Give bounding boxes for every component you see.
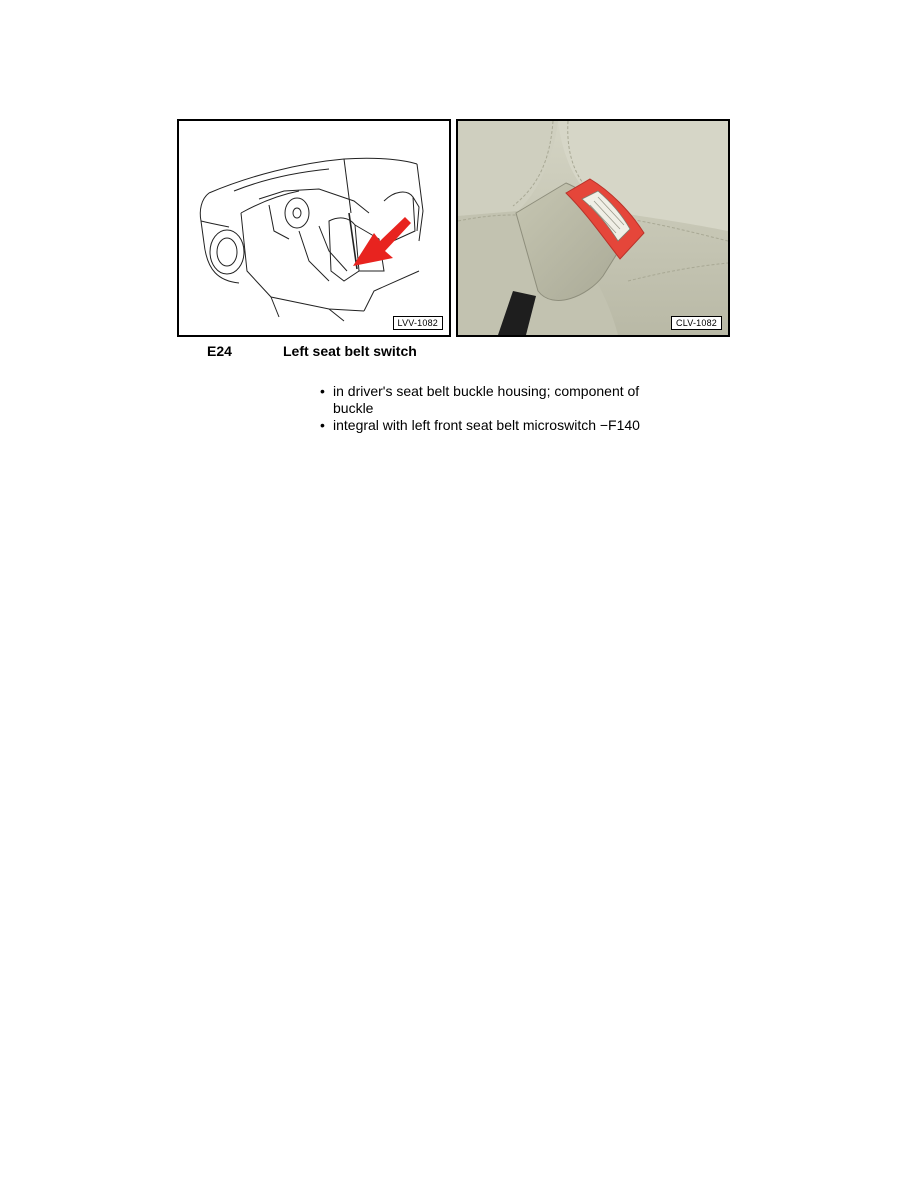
buckle-illustration [458, 121, 728, 335]
red-arrow-icon [353, 217, 411, 266]
list-item: • integral with left front seat belt microswitch −F140 [320, 417, 680, 434]
location-notes-list [320, 383, 680, 434]
car-line-drawing [179, 121, 449, 335]
component-code: E24 [207, 343, 232, 359]
seat-belt-buckle-photo [456, 119, 730, 337]
figure-label-left: LVV-1082 [393, 316, 443, 330]
car-interior-diagram [177, 119, 451, 337]
list-item: • in driver's seat belt buckle housing; component of buckle [320, 383, 680, 417]
figure-label-right: CLV-1082 [671, 316, 722, 330]
component-name: Left seat belt switch [283, 343, 417, 359]
